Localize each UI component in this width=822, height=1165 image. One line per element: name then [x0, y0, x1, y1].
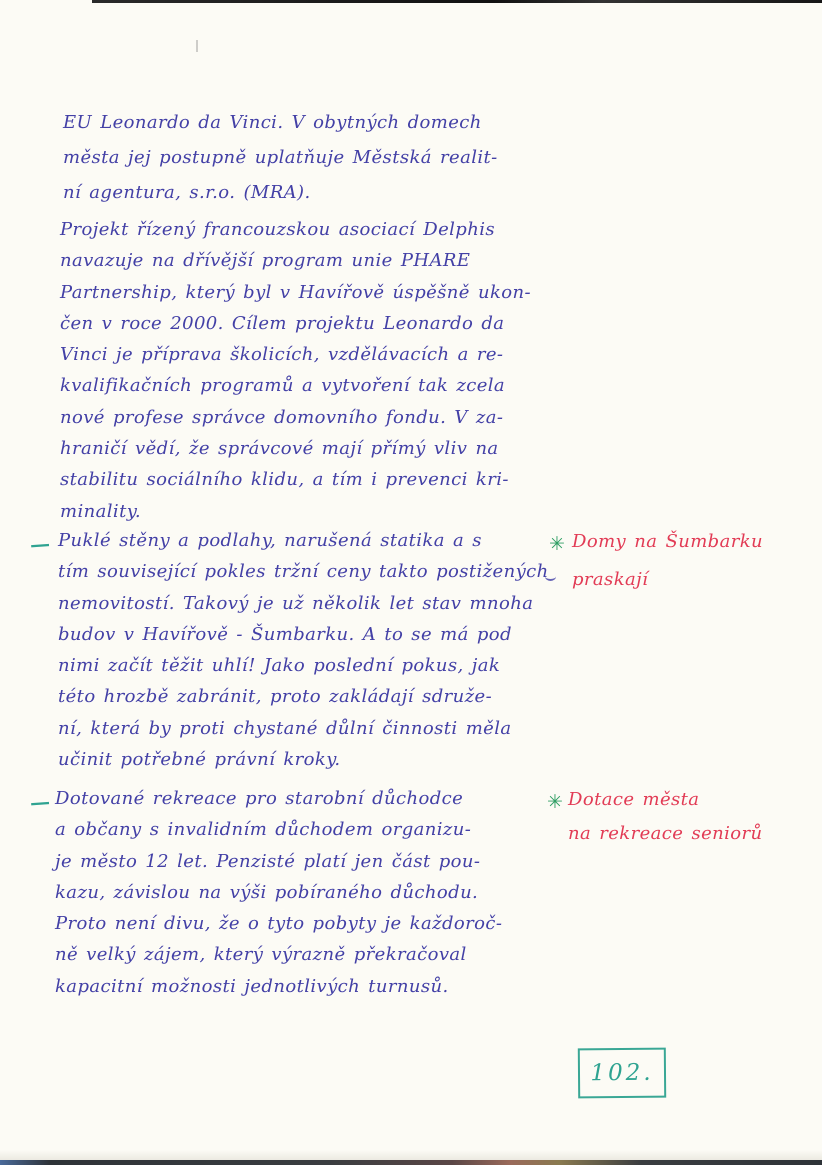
paragraph-4 — [55, 788, 502, 1007]
text-line: ní, která by proti chystané důlní činnosti měla — [58, 717, 512, 739]
margin-note-2 — [568, 789, 763, 844]
text-line: stabilitu sociálního klidu, a tím i prevenci kri- — [60, 469, 509, 491]
scan-shadow-bottom — [0, 1150, 822, 1160]
text-line: této hrozbě zabránit, proto zakládají sdruže- — [58, 686, 493, 708]
text-line: tím související pokles tržní ceny takto postižených — [58, 561, 549, 583]
text-line: Partnership, který byl v Havířově úspěšně ukon- — [60, 281, 531, 303]
text-line: EU Leonardo da Vinci. V obytných domech — [63, 112, 482, 133]
page-number-box — [578, 1048, 666, 1099]
text-line: Dotované rekreace pro starobní důchodce — [55, 788, 464, 809]
text-line: nemovitostí. Takový je už několik let stav mnoha — [58, 592, 534, 614]
text-line: budov v Havířově - Šumbarku. A to se má pod — [58, 623, 512, 645]
paragraph-dash-marker: — — [29, 531, 51, 557]
paragraph-3 — [58, 530, 549, 780]
text-line: minality. — [60, 500, 141, 522]
text-line: kapacitní možnosti jednotlivých turnusů. — [55, 975, 449, 997]
text-line: kvalifikačních programů a vytvoření tak zcela — [60, 375, 506, 397]
text-line: Vinci je příprava školicích, vzdělávacích a re- — [60, 344, 504, 366]
note-line: praskají — [572, 569, 649, 590]
asterisk-icon: ✳ — [547, 791, 563, 813]
margin-note-1 — [572, 531, 763, 590]
text-line: ně velký zájem, který výrazně překračoval — [55, 944, 467, 966]
text-line: Proto není divu, že o tyto pobyty je každoroč- — [55, 913, 503, 935]
text-line: učinit potřebné právní kroky. — [58, 749, 341, 771]
note-line: Domy na Šumbarku — [572, 531, 764, 552]
text-line: Projekt řízený francouzskou asociací Delphis — [60, 219, 495, 240]
text-line: nové profese správce domovního fondu. V za- — [60, 406, 504, 428]
scan-edge-bottom — [0, 1160, 822, 1165]
text-line: hraničí vědí, že správcové mají přímý vliv na — [60, 438, 499, 460]
scan-edge-top — [92, 0, 822, 3]
text-line: Puklé stěny a podlahy, narušená statika a s — [58, 530, 482, 551]
text-line: nimi začít těžit uhlí! Jako poslední pokus, jak — [58, 655, 501, 677]
asterisk-icon: ✳ — [549, 533, 565, 555]
scan-speck — [196, 40, 198, 52]
text-line: města jej postupně uplatňuje Městská realit- — [63, 147, 498, 168]
note-line: na rekreace seniorů — [568, 823, 763, 844]
text-line: je město 12 let. Penzisté platí jen část pou- — [55, 850, 481, 872]
stray-ink-mark — [545, 572, 556, 581]
paragraph-2 — [60, 219, 531, 532]
paragraph-1 — [63, 112, 498, 217]
text-line: navazuje na dřívější program unie PHARE — [60, 250, 471, 272]
text-line: čen v roce 2000. Cílem projektu Leonardo da — [60, 312, 505, 334]
paragraph-dash-marker: — — [29, 789, 51, 815]
page-number: 102. — [590, 1059, 654, 1087]
text-line: ní agentura, s.r.o. (MRA). — [63, 182, 311, 203]
text-line: kazu, závislou na výši pobíraného důchodu. — [55, 881, 479, 903]
note-line: Dotace města — [568, 789, 700, 810]
text-line: a občany s invalidním důchodem organizu- — [55, 819, 472, 841]
